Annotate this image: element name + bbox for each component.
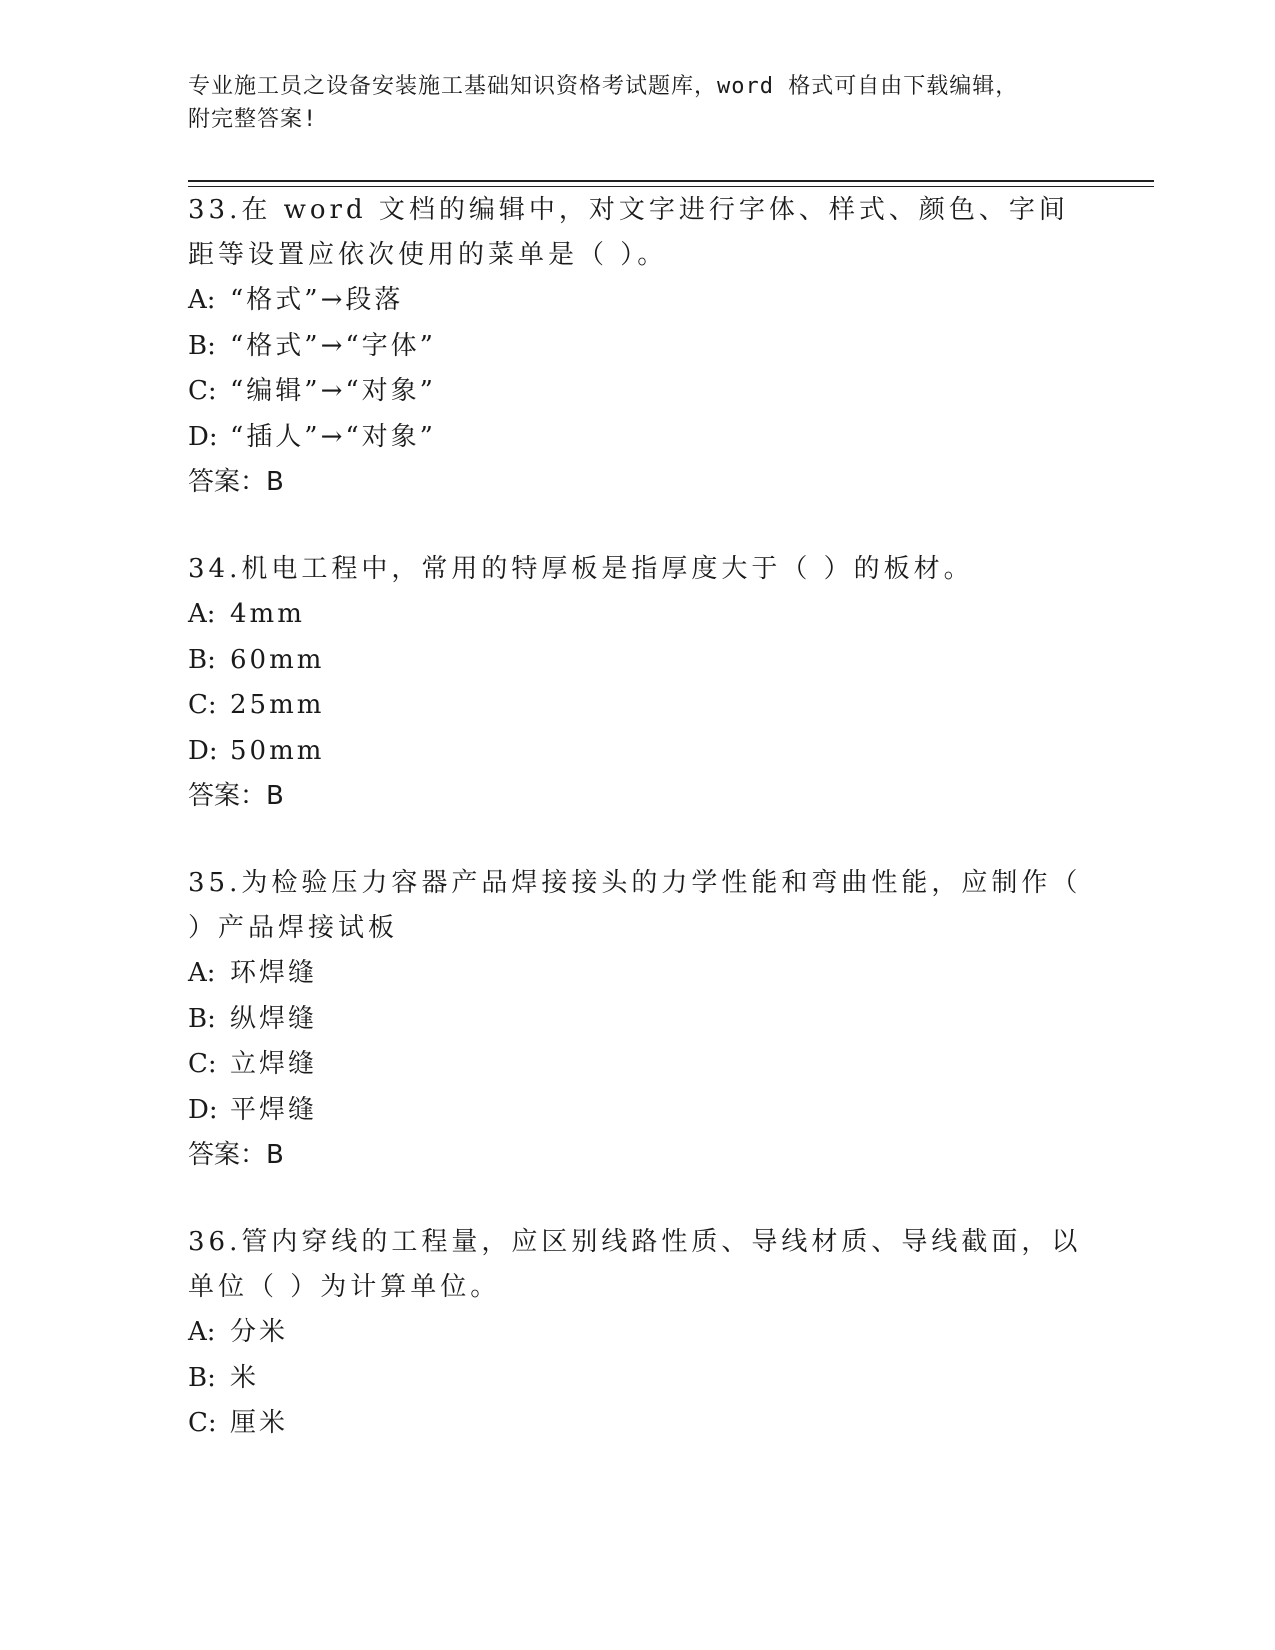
- option-b: [188, 1356, 1088, 1402]
- header-line-1: 专业施工员之设备安装施工基础知识资格考试题库，word 格式可自由下载编辑，: [188, 74, 1019, 99]
- option-c: [188, 1042, 1088, 1088]
- option-key: A:: [188, 285, 216, 315]
- option-key: A:: [188, 1317, 216, 1347]
- question-stem: 35.为检验压力容器产品焊接接头的力学性能和弯曲性能，应制作（ ）产品焊接试板: [188, 868, 1082, 943]
- question-35: [188, 861, 1088, 1178]
- question-36: [188, 1220, 1088, 1447]
- option-b: [188, 324, 1088, 370]
- option-b: [188, 997, 1088, 1043]
- option-key: D:: [188, 421, 218, 452]
- option-text: 50mm: [230, 735, 325, 766]
- option-text: “编辑”→“对象”: [230, 376, 436, 406]
- option-key: C:: [188, 1408, 217, 1438]
- header-divider-thin: [188, 186, 1154, 187]
- option-key: D:: [188, 735, 218, 766]
- option-text: “格式”→“字体”: [230, 330, 436, 361]
- question-stem: 33.在 word 文档的编辑中，对文字进行字体、样式、颜色、字间距等设置应依次使用的菜单是（ ）。: [188, 195, 1069, 270]
- answer-line: 答案：B: [188, 1140, 284, 1170]
- option-c: [188, 683, 1088, 729]
- header-divider-thick: [188, 180, 1154, 182]
- question-stem: 34.机电工程中，常用的特厚板是指厚度大于（ ）的板材。: [188, 554, 974, 584]
- option-b: [188, 638, 1088, 684]
- question-list: [188, 188, 1088, 1489]
- document-header: [188, 70, 1068, 136]
- option-text: “插人”→“对象”: [230, 421, 436, 452]
- option-a: [188, 1310, 1088, 1356]
- option-text: 25mm: [230, 690, 325, 720]
- option-key: B:: [188, 1003, 216, 1034]
- answer-line: 答案：B: [188, 781, 284, 811]
- option-text: “格式”→段落: [230, 285, 404, 315]
- header-line-2: 附完整答案!: [188, 107, 318, 132]
- question-34: [188, 547, 1088, 819]
- option-text: 4mm: [230, 599, 305, 629]
- option-key: C:: [188, 376, 217, 406]
- option-c: [188, 369, 1088, 415]
- option-a: [188, 278, 1088, 324]
- question-33: [188, 188, 1088, 505]
- option-text: 平焊缝: [230, 1094, 318, 1125]
- option-key: B:: [188, 330, 216, 361]
- option-text: 米: [230, 1362, 260, 1393]
- question-stem: 36.管内穿线的工程量，应区别线路性质、导线材质、导线截面，以单位（ ）为计算单位。: [188, 1227, 1082, 1302]
- option-key: A:: [188, 958, 216, 988]
- option-key: B:: [188, 644, 216, 675]
- option-text: 分米: [230, 1317, 289, 1347]
- option-a: [188, 951, 1088, 997]
- option-key: B:: [188, 1362, 216, 1393]
- option-text: 厘米: [230, 1408, 289, 1438]
- option-text: 纵焊缝: [230, 1003, 318, 1034]
- option-d: [188, 415, 1088, 461]
- option-d: [188, 729, 1088, 775]
- option-a: [188, 592, 1088, 638]
- option-text: 60mm: [230, 644, 325, 675]
- option-text: 立焊缝: [230, 1049, 318, 1079]
- option-key: D:: [188, 1094, 218, 1125]
- answer-line: 答案：B: [188, 467, 284, 497]
- option-key: C:: [188, 1049, 217, 1079]
- option-key: A:: [188, 599, 216, 629]
- option-key: C:: [188, 690, 217, 720]
- option-c: [188, 1401, 1088, 1447]
- option-text: 环焊缝: [230, 958, 318, 988]
- option-d: [188, 1088, 1088, 1134]
